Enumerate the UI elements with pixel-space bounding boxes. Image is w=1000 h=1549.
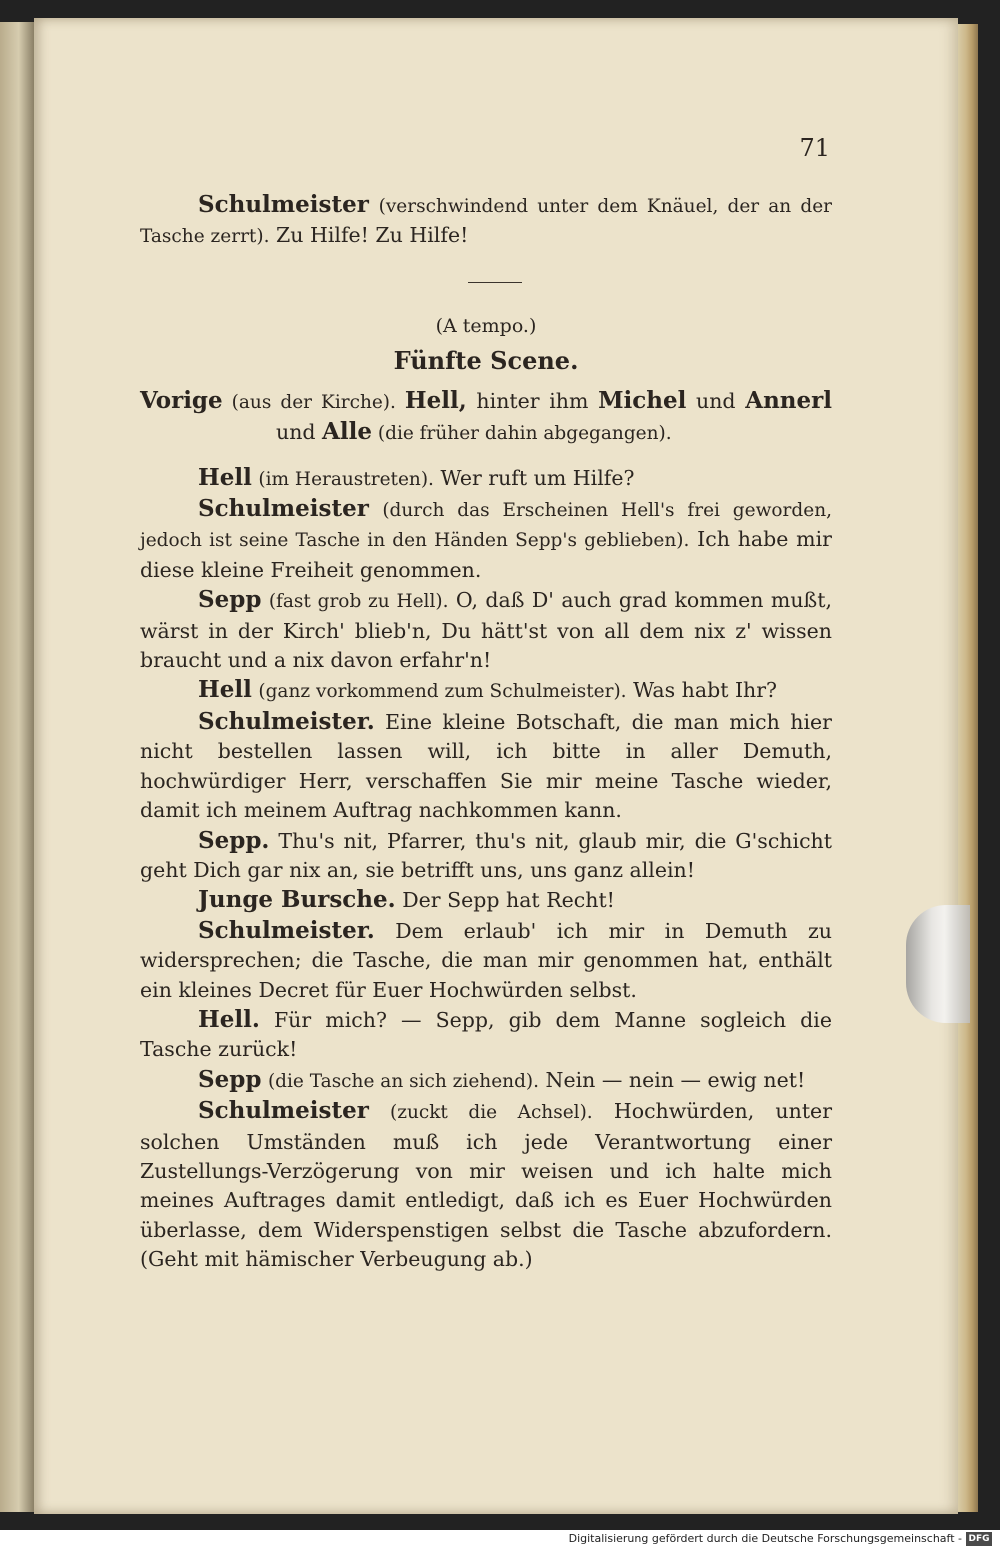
dialogue-line [140, 1096, 832, 1274]
speech: O, daß D' auch grad kommen mußt, wärst in der Kirch' blieb'n, Du hätt'st von all dem nix z' wissen braucht und a nix davon erfahr'n! [140, 588, 832, 673]
page-stack-edge [958, 24, 978, 1512]
speech: Hochwürden, unter solchen Umständen muß ich jede Verantwortung einer Zustellungs-Verzögerung von mir weisen und ich halte mich meines Auftrages damit entledigt, daß ich es Euer Hochwürden überlasse, dem Widerspenstigen selbst die Tasche abzufordern. (Geht mit hämischer Verbeugung ab.) [140, 1099, 832, 1272]
persona: Alle [322, 418, 372, 446]
speaker-name: Schulmeister. [198, 707, 375, 735]
scene-title: Fünfte Scene. [393, 345, 579, 375]
speech: Der Sepp hat Recht! [402, 888, 615, 913]
persona-note: und [276, 420, 323, 445]
dialogue-line [140, 585, 832, 675]
stage-direction: (fast grob zu Hell). [268, 591, 449, 613]
speaker-name: Sepp [198, 1065, 262, 1093]
speaker-name: Schulmeister [198, 1097, 369, 1125]
speech: Nein — nein — ewig net! [545, 1067, 806, 1092]
persona: Hell, [404, 386, 467, 414]
dialogue-line [140, 463, 832, 494]
stage-direction: (verschwindend unter dem Knäuel, der an der Tasche zerrt). [140, 196, 832, 248]
dialogue-line [140, 1005, 832, 1065]
footer-bar [0, 1530, 1000, 1549]
speech: Wer ruft um Hilfe? [440, 465, 635, 490]
speech: Ich habe mir diese kleine Freiheit genommen. [140, 527, 832, 582]
previous-page-edge [0, 22, 34, 1512]
speech: Für mich? — Sepp, gib dem Manne sogleich die Tasche zurück! [140, 1007, 832, 1062]
persona-note: (die früher dahin abgegangen). [372, 423, 672, 445]
page-number: 71 [799, 134, 830, 162]
speech: Dem erlaub' ich mir in Demuth zu widersprechen; die Tasche, die man mir genommen hat, enthält ein kleines Decret für Euer Hochwürden selbst. [140, 918, 832, 1002]
stage-direction: (durch das Erscheinen Hell's frei geworden, jedoch ist seine Tasche in den Händen Sepp's geblieben). [140, 500, 832, 552]
dialogue-line [140, 494, 832, 585]
divider-area [140, 252, 832, 308]
stage-direction: (zuckt die Achsel). [389, 1102, 593, 1124]
dialogue-line [140, 707, 832, 826]
opening-line [140, 190, 832, 252]
speaker-name: Sepp. [198, 826, 270, 854]
stage-direction: (die Tasche an sich ziehend). [267, 1070, 540, 1092]
speaker-name: Hell [198, 463, 252, 491]
dramatis-personae [140, 386, 832, 449]
page-text [140, 190, 832, 1275]
dfg-logo-icon: DFG [966, 1532, 992, 1546]
dialogue-line [140, 885, 832, 915]
dialogue-line [140, 1065, 832, 1096]
spacer [140, 449, 832, 463]
tempo-marking: (A tempo.) [435, 314, 537, 337]
dialogue-line [140, 826, 832, 886]
speaker-name: Schulmeister [198, 191, 369, 218]
persona: Michel [598, 386, 687, 414]
speaker-name: Sepp [198, 586, 262, 614]
speaker-name: Hell [198, 676, 252, 704]
stage-direction: (im Heraustreten). [258, 468, 434, 490]
speech: Was habt Ihr? [633, 678, 778, 703]
section-divider [468, 282, 522, 283]
speech: Thu's nit, Pfarrer, thu's nit, glaub mir, die G'schicht geht Dich gar nix an, sie betrifft uns, uns ganz allein! [140, 828, 832, 882]
speaker-name: Schulmeister. [198, 916, 375, 944]
speech: Zu Hilfe! Zu Hilfe! [275, 223, 469, 248]
speaker-name: Junge Bursche. [198, 886, 396, 914]
dialogue-line [140, 916, 832, 1005]
dialogue-line [140, 675, 832, 706]
persona-note: und [686, 388, 746, 413]
speech: Eine kleine Botschaft, die man mich hier nicht bestellen lassen will, ich bitte in aller Demuth, hochwürdiger Herr, verschaffen Sie mir meine Tasche wieder, damit ich meinem Auftrag nachkommen kann. [140, 709, 832, 823]
scanner-clip-icon [906, 905, 970, 1023]
persona: Vorige [140, 386, 223, 414]
persona-note: hinter ihm [466, 388, 599, 413]
funding-credit: Digitalisierung gefördert durch die Deutsche Forschungsgemeinschaft - [568, 1532, 962, 1545]
persona: Annerl [745, 386, 832, 414]
speaker-name: Schulmeister [198, 495, 369, 523]
persona-note: (aus der Kirche). [222, 391, 405, 413]
stage-direction: (ganz vorkommend zum Schulmeister). [258, 681, 627, 703]
speaker-name: Hell. [198, 1005, 260, 1033]
